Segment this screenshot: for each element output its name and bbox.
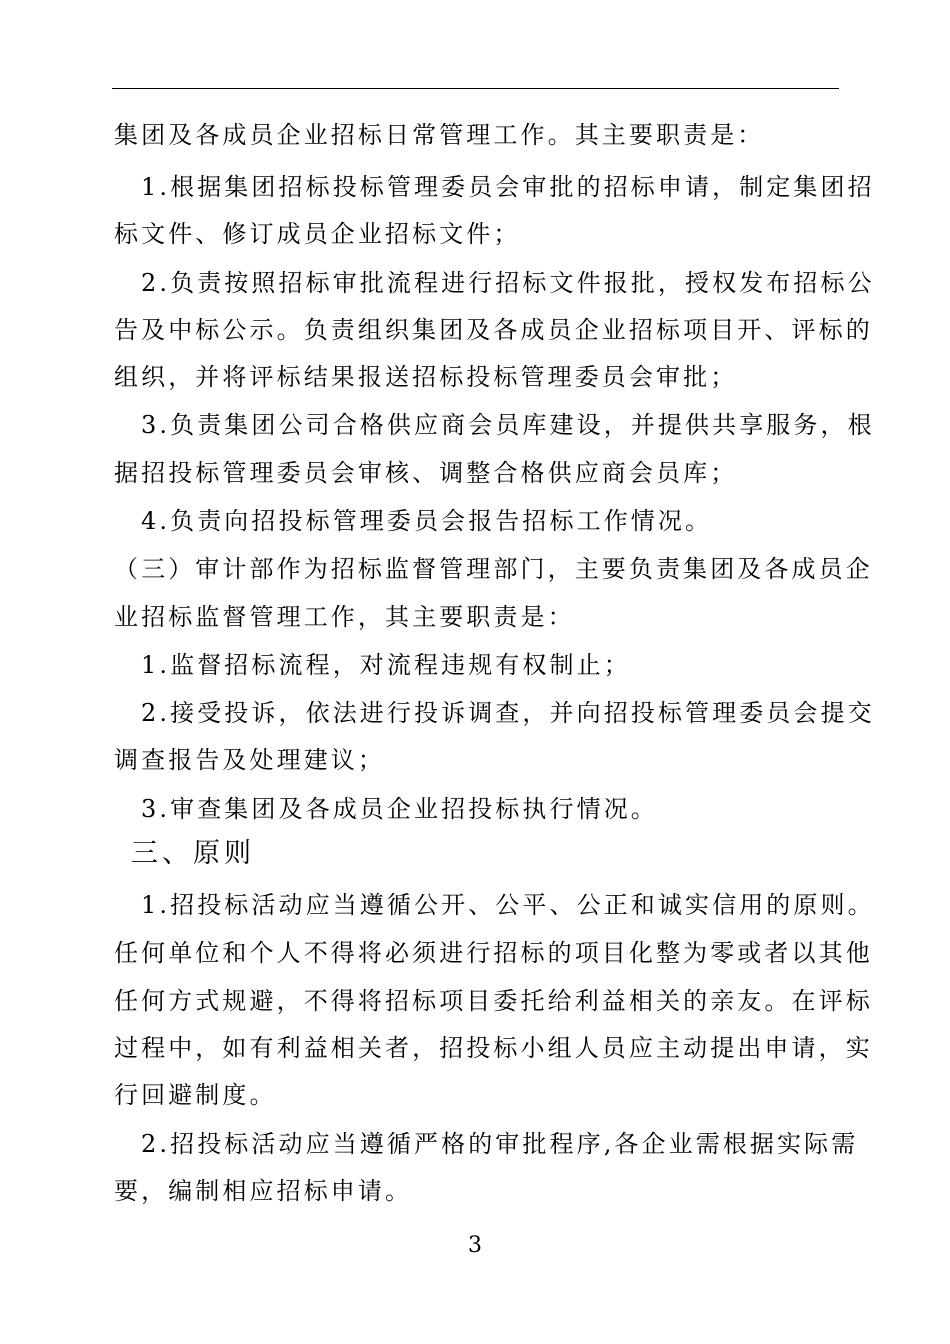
text-line: 1.根据集团招标投标管理委员会审批的招标申请，制定集团招 [141,173,875,201]
text-line: 告及中标公示。负责组织集团及各成员企业招标项目开、评标的 [114,316,873,344]
text-line: 2.招投标活动应当遵循严格的审批程序,各企业需根据实际需 [141,1130,859,1158]
text-line: 任何单位和个人不得将必须进行招标的项目化整为零或者以其他 [114,939,873,967]
text-line: 标文件、修订成员企业招标文件； [114,220,521,248]
text-line: 2.接受投诉，依法进行投诉调查，并向招投标管理委员会提交 [141,699,875,727]
text-line: （三）审计部作为招标监督管理部门，主要负责集团及各成员企 [114,555,873,583]
text-line: 2.负责按照招标审批流程进行招标文件报批，授权发布招标公 [141,269,875,297]
header-rule [112,88,839,89]
text-line: 集团及各成员企业招标日常管理工作。其主要职责是： [114,121,765,149]
section-heading: 三、原则 [131,838,255,869]
text-line: 要，编制相应招标申请。 [114,1177,413,1205]
text-line: 1.监督招标流程，对流程违规有权制止； [141,651,631,679]
text-line: 过程中，如有利益相关者，招投标小组人员应主动提出申请，实 [114,1034,873,1062]
text-line: 1.招投标活动应当遵循公开、公平、公正和诚实信用的原则。 [141,891,875,919]
text-line: 3.审查集团及各成员企业招投标执行情况。 [141,795,658,823]
text-line: 据招投标管理委员会审核、调整合格供应商会员库； [114,459,738,487]
text-line: 行回避制度。 [114,1081,277,1109]
text-line: 业招标监督管理工作，其主要职责是： [114,603,575,631]
text-line: 调查报告及处理建议； [114,746,385,774]
text-line: 4.负责向招投标管理委员会报告招标工作情况。 [141,507,713,535]
page-number: 3 [468,1233,482,1258]
text-line: 任何方式规避，不得将招标项目委托给利益相关的亲友。在评标 [114,987,873,1015]
text-line: 组织，并将评标结果报送招标投标管理委员会审批； [114,363,738,391]
text-line: 3.负责集团公司合格供应商会员库建设，并提供共享服务，根 [141,411,875,439]
